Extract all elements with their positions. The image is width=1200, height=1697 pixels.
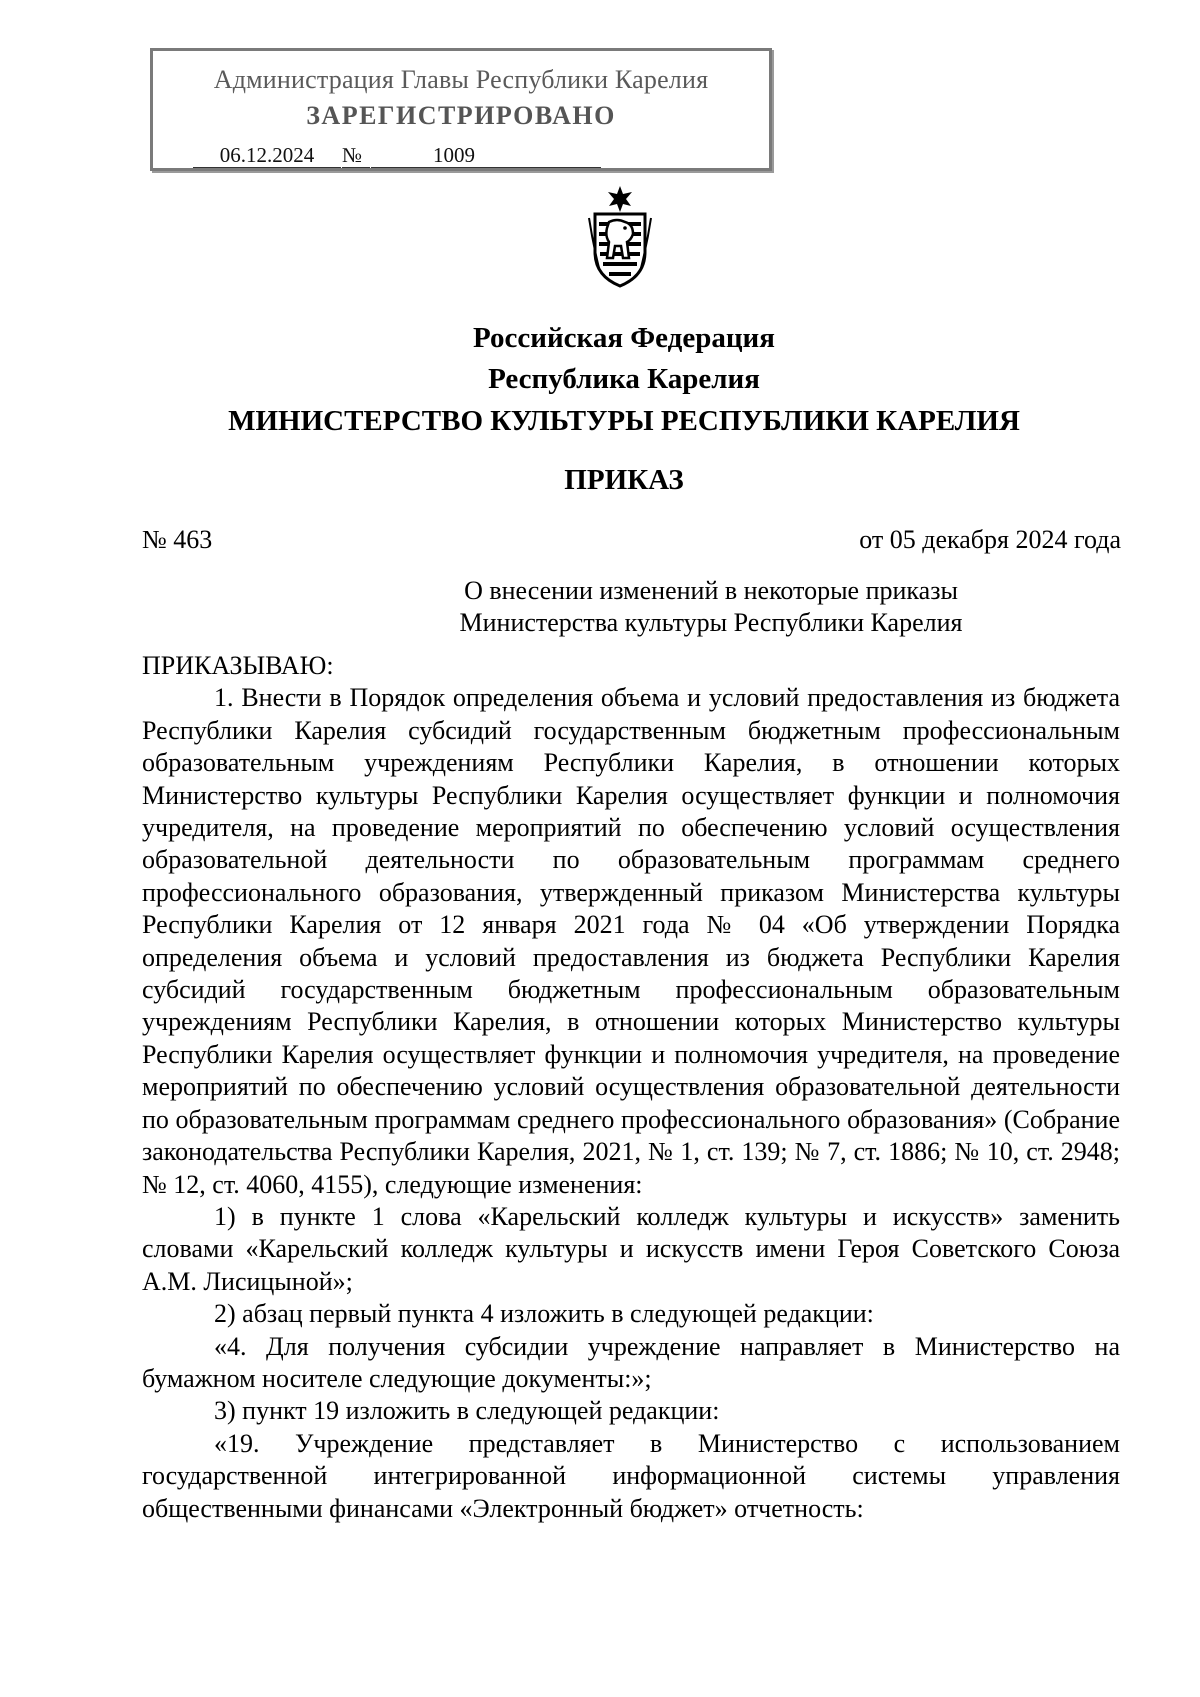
- order-number: № 463: [142, 525, 213, 554]
- document-type: ПРИКАЗ: [564, 464, 684, 496]
- order-date: от 05 декабря 2024 года: [859, 525, 1121, 554]
- stamp-status: ЗАРЕГИСТРИРОВАНО: [306, 101, 616, 130]
- order-subject: [0, 575, 1200, 639]
- karelia-coat-of-arms-icon: [587, 184, 653, 288]
- decree-word: ПРИКАЗЫВАЮ:: [142, 651, 334, 680]
- paragraph-4: «4. Для получения субсидии учреждение направляет в Министерство на бумажном носителе следующие документы:»;: [142, 1331, 1120, 1393]
- paragraph-2: 1) в пункте 1 слова «Карельский колледж культуры и искусств» заменить словами «Карельский колледж культуры и искусств имени Героя Советского Союза А.М. Лисицыной»;: [142, 1201, 1120, 1296]
- header-country: Российская Федерация: [473, 322, 775, 354]
- header-region: Республика Карелия: [488, 363, 760, 395]
- subject-line-1: О внесении изменений в некоторые приказы: [464, 576, 958, 605]
- paragraph-3: 2) абзац первый пункта 4 изложить в следующей редакции:: [214, 1299, 874, 1329]
- stamp-authority: Администрация Главы Республики Карелия: [213, 65, 709, 94]
- paragraph-5: 3) пункт 19 изложить в следующей редакции:: [214, 1396, 720, 1426]
- paragraph-1: 1. Внести в Порядок определения объема и условий предоставления из бюджета Республики Карелия субсидий государственным бюджетным профессиональным образовательным учреждениям Республики Карелия, в отношении которых Министерство культуры Республики Карелия осуществляет функции и полномочия учредителя, на проведение мероприятий по обеспечению условий осуществления образовательной деятельности по образовательным программам среднего профессионального образования, утвержденный приказом Министерства культуры Республики Карелия от 12 января 2021 года № 04 «Об утверждении Порядка определения объема и условий предоставления из бюджета Республики Карелия субсидий государственным бюджетным профессиональным образовательным учреждениям Республики Карелия, в отношении которых Министерство культуры Республики Карелия осуществляет функции и полномочия учредителя, на проведение мероприятий по обеспечению условий осуществления образовательной деятельности по образовательным программам среднего профессионального образования» (Собрание законодательства Республики Карелия, 2021, № 1, ст. 139; № 7, ст. 1886; № 10, ст. 2948; № 12, ст. 4060, 4155), следующие изменения:: [142, 683, 1120, 1199]
- stamp-date: 06.12.2024: [193, 143, 341, 168]
- header-ministry: МИНИСТЕРСТВО КУЛЬТУРЫ РЕСПУБЛИКИ КАРЕЛИЯ: [228, 405, 1020, 437]
- document-body: [142, 650, 1120, 1525]
- paragraph-6: «19. Учреждение представляет в Министерство с использованием государственной интегрированной информационной системы управления общественными финансами «Электронный бюджет» отчетность:: [142, 1428, 1120, 1523]
- subject-line-2: Министерства культуры Республики Карелия: [459, 608, 963, 637]
- stamp-number-sign: №: [342, 143, 370, 168]
- order-meta: [142, 524, 1121, 556]
- registration-stamp: [150, 48, 772, 171]
- stamp-number: 1009: [371, 143, 601, 168]
